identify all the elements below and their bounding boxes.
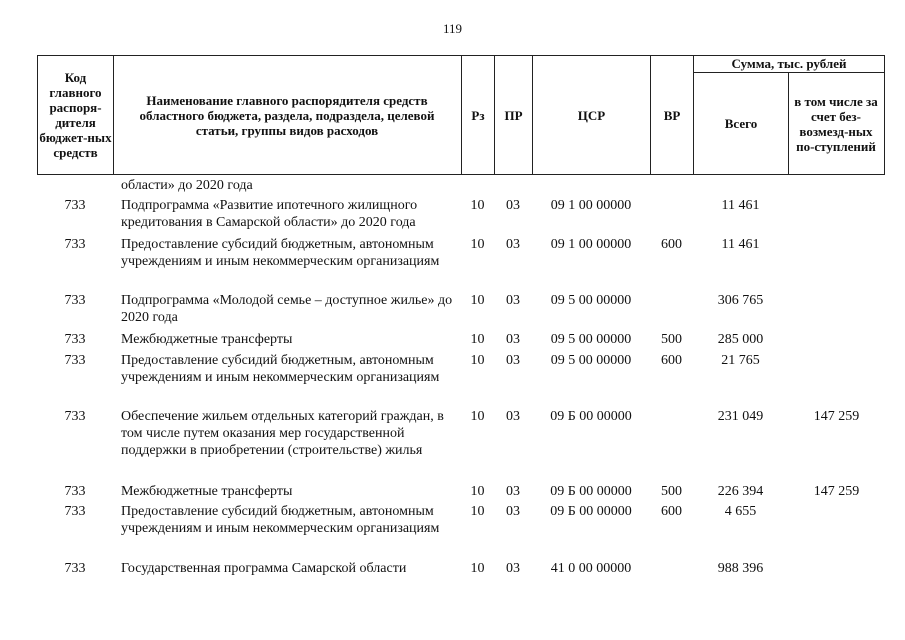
cell-csr: 09 Б 00 00000: [550, 409, 632, 424]
cell-name: Межбюджетные трансферты: [121, 332, 293, 347]
cell-name: области» до 2020 года: [121, 178, 253, 193]
header-sum-group: Сумма, тыс. рублей: [731, 56, 847, 71]
cell-rz: 10: [470, 293, 485, 308]
header-vr: ВР: [663, 107, 681, 123]
cell-pr: 03: [506, 484, 520, 499]
cell-total: 11 461: [721, 237, 760, 252]
cell-free: 147 259: [813, 484, 860, 499]
cell-name: Предоставление субсидий бюджетным, автономным учреждениям и иным некоммерческим организациям: [121, 504, 440, 536]
cell-rz: 10: [470, 561, 485, 576]
cell-rz: 10: [470, 484, 485, 499]
cell-pr: 03: [506, 237, 520, 252]
cell-rz: 10: [470, 237, 485, 252]
cell-csr: 09 5 00 00000: [550, 332, 632, 347]
header-name: Наименование главного распорядителя средств областного бюджета, раздела, подраздела, целевой статьи, группы видов расходов: [139, 92, 435, 138]
cell-code: 733: [64, 293, 86, 308]
cell-code: 733: [64, 561, 86, 576]
cell-total: 226 394: [717, 484, 764, 499]
cell-pr: 03: [506, 198, 520, 213]
cell-name: Подпрограмма «Развитие ипотечного жилищного кредитования в Самарской области» до 2020 года: [121, 198, 418, 230]
cell-total: 231 049: [717, 409, 764, 424]
cell-pr: 03: [506, 332, 520, 347]
cell-code: 733: [64, 409, 86, 424]
cell-csr: 09 1 00 00000: [550, 198, 632, 213]
cell-csr: 09 5 00 00000: [550, 293, 632, 308]
cell-total: 306 765: [717, 293, 764, 308]
cell-name: Обеспечение жильем отдельных категорий граждан, в том числе путем оказания мер государственной поддержки в приобретении (строительстве) жилья: [121, 409, 444, 458]
cell-pr: 03: [506, 561, 520, 576]
cell-csr: 09 Б 00 00000: [550, 484, 632, 499]
cell-total: 285 000: [717, 332, 764, 347]
cell-pr: 03: [506, 293, 520, 308]
cell-rz: 10: [470, 332, 485, 347]
cell-total: 21 765: [721, 353, 760, 368]
header-csr: ЦСР: [577, 107, 606, 123]
cell-name: Предоставление субсидий бюджетным, автономным учреждениям и иным некоммерческим организациям: [121, 237, 440, 269]
cell-rz: 10: [470, 353, 485, 368]
header-rz: Рз: [471, 107, 485, 123]
cell-code: 733: [64, 484, 86, 499]
cell-code: 733: [64, 237, 86, 252]
header-pr: ПР: [504, 107, 523, 123]
header-free: в том числе за счет без-возмезд-ных по-ступлений: [794, 93, 878, 154]
table-header: [37, 55, 885, 175]
cell-csr: 41 0 00 00000: [550, 561, 632, 576]
cell-name: Подпрограмма «Молодой семье – доступное жилье» до 2020 года: [121, 293, 453, 325]
cell-vr: 600: [661, 237, 682, 252]
cell-name: Предоставление субсидий бюджетным, автономным учреждениям и иным некоммерческим организациям: [121, 353, 440, 385]
cell-code: 733: [64, 504, 86, 519]
cell-vr: 500: [661, 484, 682, 499]
cell-free: 147 259: [813, 409, 860, 424]
cell-name: Государственная программа Самарской области: [121, 561, 407, 576]
cell-vr: 500: [661, 332, 682, 347]
cell-rz: 10: [470, 198, 485, 213]
cell-code: 733: [64, 198, 86, 213]
header-total: Всего: [724, 116, 758, 131]
cell-total: 988 396: [717, 561, 764, 576]
cell-csr: 09 Б 00 00000: [550, 504, 632, 519]
cell-pr: 03: [506, 504, 520, 519]
cell-code: 733: [64, 353, 86, 368]
cell-total: 4 655: [724, 504, 757, 519]
cell-rz: 10: [470, 409, 485, 424]
cell-code: 733: [64, 332, 86, 347]
cell-total: 11 461: [721, 198, 760, 213]
cell-csr: 09 1 00 00000: [550, 237, 632, 252]
cell-pr: 03: [506, 409, 520, 424]
cell-vr: 600: [661, 353, 682, 368]
cell-pr: 03: [506, 353, 520, 368]
cell-rz: 10: [470, 504, 485, 519]
cell-name: Межбюджетные трансферты: [121, 484, 293, 499]
page-number: 119: [442, 21, 463, 36]
cell-csr: 09 5 00 00000: [550, 353, 632, 368]
cell-vr: 600: [661, 504, 682, 519]
header-code: Код главного распоря-дителя бюджет-ных средств: [39, 70, 112, 160]
